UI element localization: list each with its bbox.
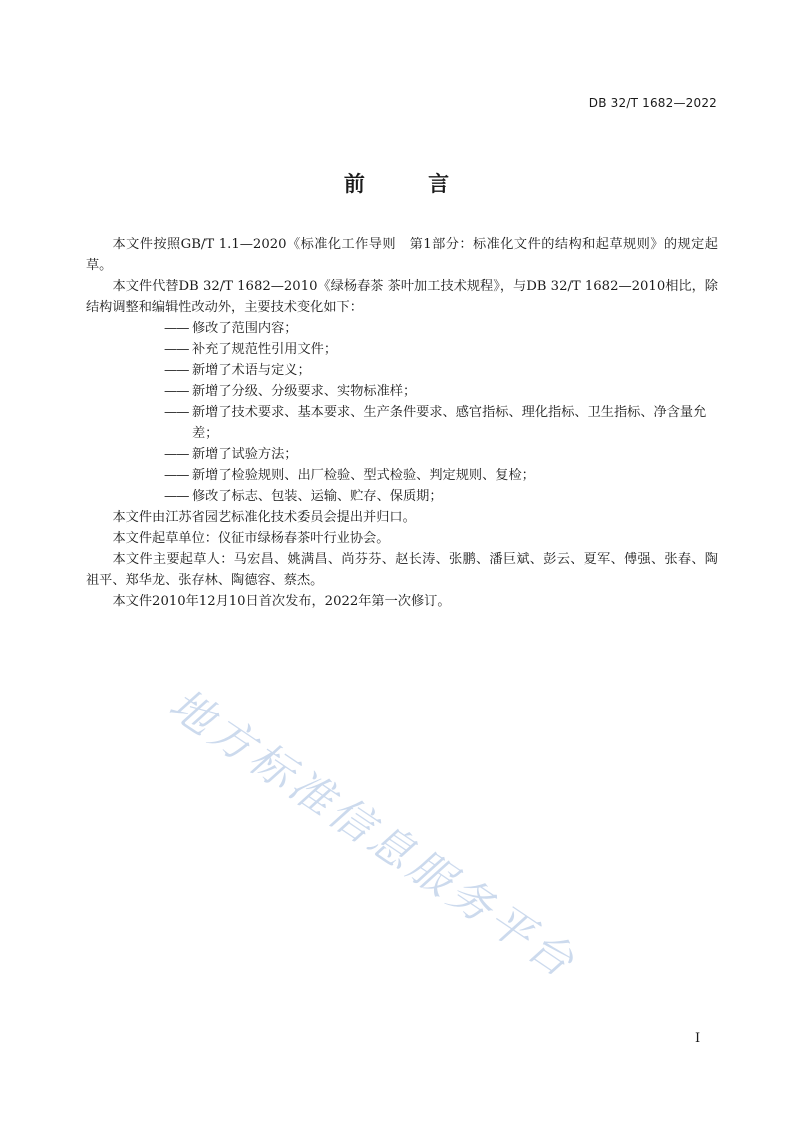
dash-marker: —— [164, 489, 189, 504]
paragraph-drafting-rules: 本文件按照GB/T 1.1—2020《标准化工作导则 第1部分：标准化文件的结构和起草规则》的规定起草。 [86, 237, 718, 273]
page-number: I [695, 1031, 701, 1046]
paragraph-replacement: 本文件代替DB 32/T 1682—2010《绿杨春茶 茶叶加工技术规程》，与DB 32/T 1682—2010相比，除结构调整和编辑性改动外，主要技术变化如下： [86, 279, 718, 315]
paragraph-drafters: 本文件主要起草人：马宏昌、姚满昌、尚芬芬、赵长涛、张鹏、潘巨斌、彭云、夏军、傅强、张春、陶祖平、郑华龙、张存林、陶德容、蔡杰。 [86, 552, 718, 588]
list-item: —— 修改了标志、包装、运输、贮存、保质期； [164, 486, 718, 507]
changes-list [86, 318, 718, 507]
document-code: DB 32/T 1682—2022 [588, 96, 717, 110]
list-item: —— 补充了规范性引用文件； [164, 339, 718, 360]
page-title: 前 言 [343, 172, 478, 196]
dash-marker: —— [164, 363, 189, 378]
foreword-body [86, 234, 718, 612]
watermark: 地方标准信息服务平台 [160, 679, 586, 990]
paragraph-drafting-unit: 本文件起草单位：仪征市绿杨春茶叶行业协会。 [112, 531, 390, 546]
dash-marker: —— [164, 321, 189, 336]
list-item: —— 新增了分级、分级要求、实物标准样； [164, 381, 718, 402]
paragraph-proposer: 本文件由江苏省园艺标准化技术委员会提出并归口。 [112, 510, 416, 525]
dash-marker: —— [164, 405, 189, 420]
list-item: —— 修改了范围内容； [164, 318, 718, 339]
list-item: —— 新增了技术要求、基本要求、生产条件要求、感官指标、理化指标、卫生指标、净含量允差； [164, 402, 718, 444]
list-item: —— 新增了术语与定义； [164, 360, 718, 381]
paragraph-history: 本文件2010年12月10日首次发布，2022年第一次修订。 [112, 594, 451, 609]
dash-marker: —— [164, 384, 189, 399]
dash-marker: —— [164, 447, 189, 462]
list-item: —— 新增了试验方法； [164, 444, 718, 465]
dash-marker: —— [164, 342, 189, 357]
dash-marker: —— [164, 468, 189, 483]
list-item: —— 新增了检验规则、出厂检验、型式检验、判定规则、复检； [164, 465, 718, 486]
